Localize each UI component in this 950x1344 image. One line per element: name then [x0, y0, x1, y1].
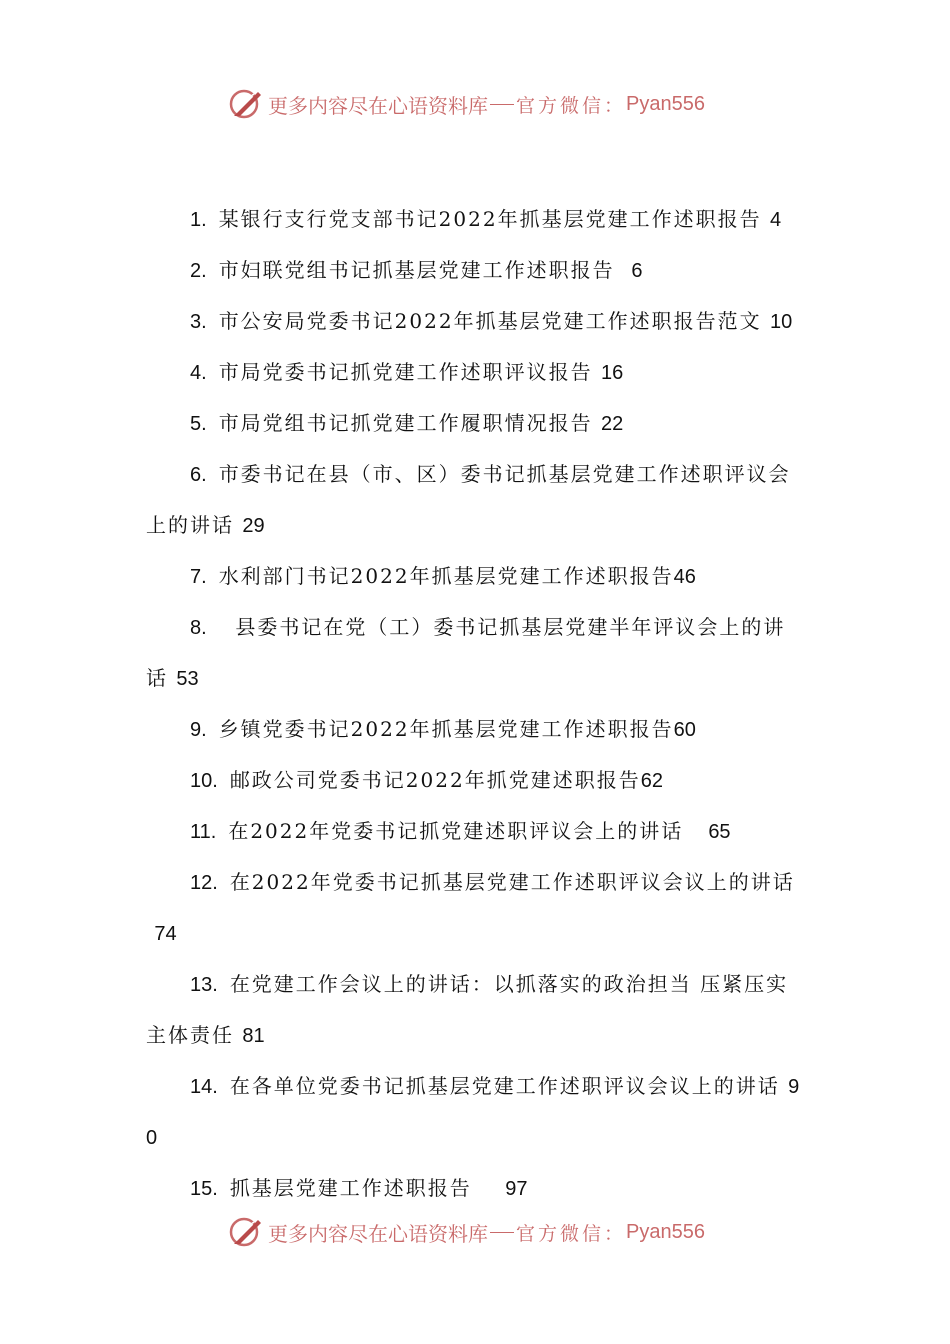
- watermark-banner-bottom: [228, 1212, 705, 1252]
- table-of-contents: [146, 194, 806, 1214]
- toc-entry-page: 46: [673, 566, 696, 588]
- toc-entry-spacer: [207, 462, 219, 486]
- toc-entry-title: 县委书记在党（工）委书记抓基层党建半年评议会上的讲话: [146, 615, 786, 690]
- toc-entry-title: 市公安局党委书记2022年抓基层党建工作述职报告范文: [218, 309, 762, 333]
- toc-entry-title: 市局党组书记抓党建工作履职情况报告: [218, 411, 593, 435]
- toc-entry[interactable]: [146, 194, 806, 245]
- toc-entry[interactable]: [146, 1163, 806, 1214]
- toc-entry-page: 62: [640, 770, 663, 792]
- toc-entry-page: 6: [631, 260, 643, 282]
- toc-entry-spacer: [207, 411, 219, 435]
- toc-entry-title: 邮政公司党委书记2022年抓党建述职报告: [229, 768, 641, 792]
- toc-entry-number: 7.: [190, 566, 207, 588]
- toc-entry-spacer: [216, 819, 228, 843]
- wechat-id: Pyan556: [626, 92, 705, 115]
- toc-entry[interactable]: [146, 398, 806, 449]
- toc-entry-page: 10: [769, 311, 793, 333]
- toc-entry[interactable]: [146, 347, 806, 398]
- quill-logo-icon: [228, 1214, 264, 1250]
- watermark-dash: [490, 1232, 514, 1233]
- wechat-label: 官方微信：: [516, 94, 627, 117]
- toc-entry-number: 8.: [190, 617, 207, 639]
- watermark-text: 更多内容尽在心语资料库: [268, 93, 488, 118]
- toc-entry-spacer: [218, 1176, 230, 1200]
- toc-entry-page: 90: [146, 1076, 800, 1149]
- watermark-dash: [490, 104, 514, 105]
- toc-entry-number: 11.: [190, 821, 217, 843]
- toc-entry-title: 水利部门书记2022年抓基层党建工作述职报告: [218, 564, 674, 588]
- toc-entry-spacer: [207, 615, 219, 639]
- toc-entry-number: 1.: [190, 209, 207, 231]
- toc-entry-number: 4.: [190, 362, 207, 384]
- toc-entry[interactable]: [146, 704, 806, 755]
- toc-entry-spacer: [207, 258, 219, 282]
- toc-entry[interactable]: [146, 806, 806, 857]
- quill-logo-icon: [228, 86, 264, 122]
- toc-entry[interactable]: [146, 245, 806, 296]
- toc-entry-spacer: [207, 309, 219, 333]
- toc-entry-title: 市委书记在县（市、区）委书记抓基层党建工作述职评议会上的讲话: [146, 462, 791, 537]
- toc-entry-spacer: [218, 1074, 230, 1098]
- toc-entry-title: 乡镇党委书记2022年抓基层党建工作述职报告: [218, 717, 674, 741]
- toc-entry-title: 在2022年党委书记抓党建述职评议会上的讲话: [228, 819, 684, 843]
- toc-entry-gap: [762, 309, 770, 333]
- watermark-text: 更多内容尽在心语资料库: [268, 1221, 488, 1246]
- toc-entry-page: 16: [601, 362, 624, 384]
- toc-entry-gap: [593, 411, 601, 435]
- toc-entry-spacer: [207, 564, 219, 588]
- toc-entry[interactable]: [146, 296, 806, 347]
- toc-entry-title: 在2022年党委书记抓基层党建工作述职评议会议上的讲话: [229, 870, 795, 894]
- toc-entry-title: 市妇联党组书记抓基层党建工作述职报告: [218, 258, 615, 282]
- toc-entry-gap: [683, 819, 708, 843]
- wechat-id: Pyan556: [626, 1220, 705, 1243]
- toc-entry-title: 在党建工作会议上的讲话：以抓落实的政治担当 压紧压实主体责任: [146, 972, 789, 1047]
- toc-entry-spacer: [207, 207, 219, 231]
- toc-entry-number: 13.: [190, 974, 218, 996]
- toc-entry-number: 2.: [190, 260, 207, 282]
- toc-entry-gap: [472, 1176, 505, 1200]
- toc-entry-title: 市局党委书记抓党建工作述职评议报告: [218, 360, 593, 384]
- toc-entry-number: 3.: [190, 311, 207, 333]
- toc-entry-number: 10.: [190, 770, 218, 792]
- toc-entry-page: 60: [673, 719, 696, 741]
- toc-entry[interactable]: [146, 755, 806, 806]
- toc-entry-page: 4: [769, 209, 782, 231]
- toc-entry[interactable]: [146, 551, 806, 602]
- toc-entry-page: 81: [242, 1025, 265, 1047]
- toc-entry-page: 22: [601, 413, 624, 435]
- toc-entry-gap: [615, 258, 632, 282]
- toc-entry-number: 6.: [190, 464, 207, 486]
- toc-entry[interactable]: [146, 959, 806, 1061]
- toc-entry-gap: [780, 1074, 788, 1098]
- toc-entry-number: 9.: [190, 719, 207, 741]
- toc-entry-title: 某银行支行党支部书记2022年抓基层党建工作述职报告: [218, 207, 762, 231]
- toc-entry-title: 在各单位党委书记抓基层党建工作述职评议会议上的讲话: [229, 1074, 780, 1098]
- toc-entry-number: 5.: [190, 413, 207, 435]
- toc-entry-number: 12.: [190, 872, 218, 894]
- toc-entry-spacer: [218, 870, 230, 894]
- toc-entry-spacer: [218, 972, 230, 996]
- toc-entry-page: 97: [505, 1178, 528, 1200]
- toc-entry[interactable]: [146, 449, 806, 551]
- toc-entry-page: 74: [154, 923, 177, 945]
- toc-entry[interactable]: [146, 1061, 806, 1163]
- toc-entry-page: 29: [242, 515, 265, 537]
- wechat-label: 官方微信：: [516, 1222, 627, 1245]
- toc-entry-page: 65: [708, 821, 731, 843]
- toc-entry-spacer: [218, 768, 230, 792]
- toc-entry-spacer: [207, 360, 219, 384]
- toc-entry-title: 抓基层党建工作述职报告: [229, 1176, 472, 1200]
- toc-entry-gap: [762, 207, 770, 231]
- toc-entry[interactable]: [146, 857, 806, 959]
- toc-entry-spacer: [207, 717, 219, 741]
- toc-entry-number: 15.: [190, 1178, 218, 1200]
- watermark-banner-top: [228, 84, 705, 124]
- toc-entry-number: 14.: [190, 1076, 218, 1098]
- toc-entry[interactable]: [146, 602, 806, 704]
- toc-entry-gap: [593, 360, 601, 384]
- toc-entry-page: 53: [176, 668, 199, 690]
